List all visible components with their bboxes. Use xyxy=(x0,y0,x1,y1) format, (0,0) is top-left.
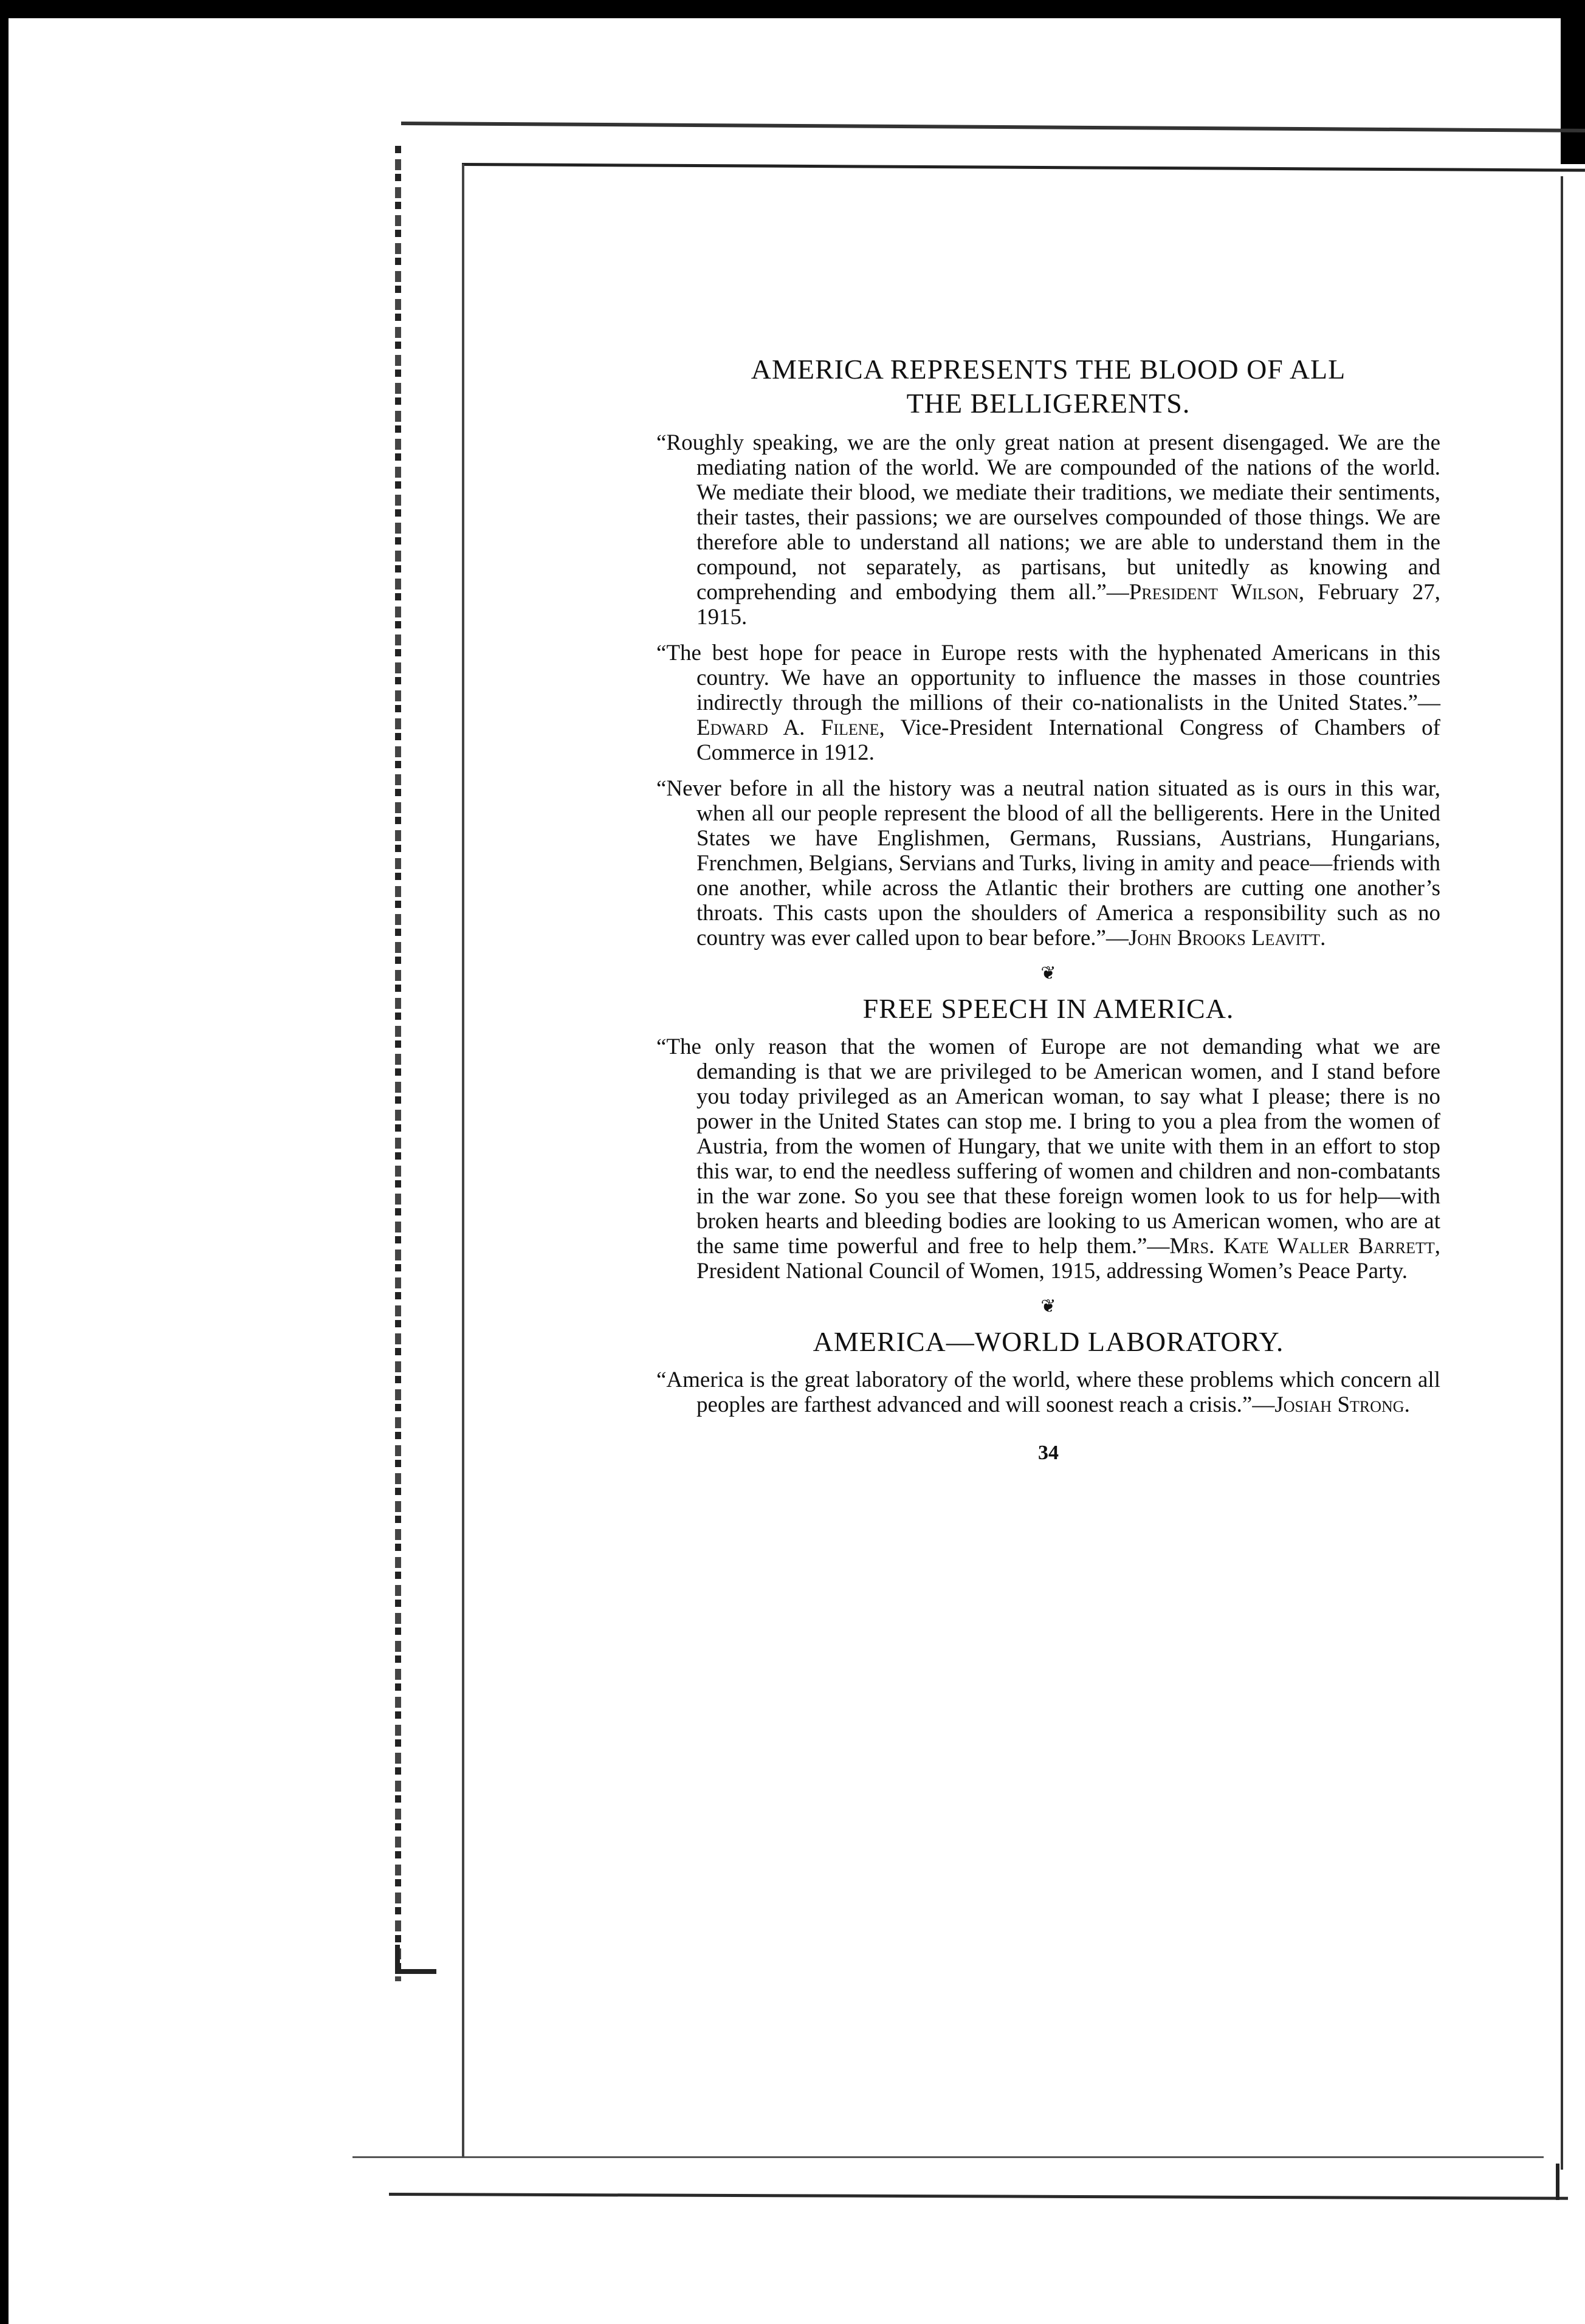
quote-attribution: Josiah Strong xyxy=(1274,1392,1404,1417)
quote-attribution-detail: , February 27, 1915. xyxy=(696,580,1440,630)
quote-text: “Roughly speaking, we are the only great nation at present disengaged. We are the mediating nation of the world. We are compounded of the nations of the world. We mediate their blood, we mediate their traditions, we mediate their sentiments, their tastes, their passions; we are ourselves compounded of those things. We are therefore able to understand all nations; we are able to understand them in the compound, not separately, as partisans, but unitedly as knowing and comprehending and embodying them all.”— xyxy=(656,430,1440,605)
fleuron-separator-icon: ❦ xyxy=(1040,963,1056,983)
scan-border-left xyxy=(0,0,9,2324)
quote-attribution: Edward A. Filene xyxy=(696,715,879,740)
scan-border-top xyxy=(0,0,1585,18)
page-edge-top-inner xyxy=(462,163,1585,172)
quote-filene xyxy=(656,641,1440,765)
page-edge-bottom xyxy=(389,2193,1568,2200)
quote-attribution: President Wilson xyxy=(1129,580,1299,605)
section-title: AMERICA—WORLD LABORATORY. xyxy=(813,1326,1284,1357)
page-number: 34 xyxy=(1038,1442,1059,1464)
section-free-speech xyxy=(656,992,1440,1284)
section-title xyxy=(656,352,1440,421)
quote-attribution-detail: . xyxy=(1404,1392,1410,1417)
page-corner-bottom-left xyxy=(395,1945,436,1974)
fleuron-separator-icon: ❦ xyxy=(1040,1296,1056,1316)
quote-strong xyxy=(656,1367,1440,1417)
quote-attribution-detail: , Vice-President International Congress of Chambers of Commerce in 1912. xyxy=(696,715,1440,765)
page-edge-bottom-inner xyxy=(352,2156,1544,2158)
quote-barrett xyxy=(656,1034,1440,1284)
section-title-line2: THE BELLIGERENTS. xyxy=(906,388,1191,419)
page-edge-top xyxy=(401,122,1585,132)
quote-attribution-detail: , President National Council of Women, 1915, addressing Women’s Peace Party. xyxy=(696,1234,1440,1284)
section-title: FREE SPEECH IN AMERICA. xyxy=(862,993,1234,1024)
quote-text: “The best hope for peace in Europe rests with the hyphenated Americans in this country. We have an opportunity to influence the masses in those countries indirectly through the millions of their co-nationalists in the United States.”— xyxy=(656,641,1440,715)
quote-text: “The only reason that the women of Europe are not demanding what we are demanding is that we are privileged to be American women, and I stand before you today privileged as an American woman, to say what I please; there is no power in the United States can stop me. I bring to you a plea from the women of Austria, from the women of Hungary, that we unite with them in an effort to stop this war, to end the needless suffering of women and children and non-combatants in the war zone. So you see that these foreign women look to us for help—with broken hearts and bleeding bodies are looking to us American women, who are at the same time powerful and free to help them.”— xyxy=(656,1034,1440,1259)
section-blood-of-belligerents xyxy=(656,352,1440,951)
quote-attribution: Mrs. Kate Waller Barrett xyxy=(1169,1234,1435,1259)
quote-wilson xyxy=(656,430,1440,630)
quote-text: “America is the great laboratory of the world, where these problems which concern all peoples are farthest advanced and will soonest reach a crisis.”— xyxy=(656,1367,1440,1417)
page-edge-left-inner xyxy=(462,164,464,2157)
page-edge-right xyxy=(1561,176,1563,2170)
page-content xyxy=(656,352,1440,1465)
quote-attribution: John Brooks Leavitt xyxy=(1128,926,1321,951)
quote-text: “Never before in all the history was a neutral nation situated as is ours in this war, when all our people represent the blood of all the belligerents. Here in the United States we have Englishmen, Germans, Russians, Austrians, Hungarians, Frenchmen, Belgians, Servians and Turks, living in amity and peace—friends with one another, while across the Atlantic their brothers are cutting one another’s throats. This casts upon the shoulders of America a responsibility such as no country was ever called upon to bear before.”— xyxy=(656,776,1440,951)
section-title-line1: AMERICA REPRESENTS THE BLOOD OF ALL xyxy=(751,354,1346,385)
quote-attribution-detail: . xyxy=(1320,926,1326,951)
page-binding-edge xyxy=(395,146,401,1981)
section-world-laboratory xyxy=(656,1325,1440,1417)
page-corner-bottom-right xyxy=(1544,2164,1559,2200)
quote-leavitt xyxy=(656,776,1440,951)
scan-border-right xyxy=(1561,0,1585,164)
